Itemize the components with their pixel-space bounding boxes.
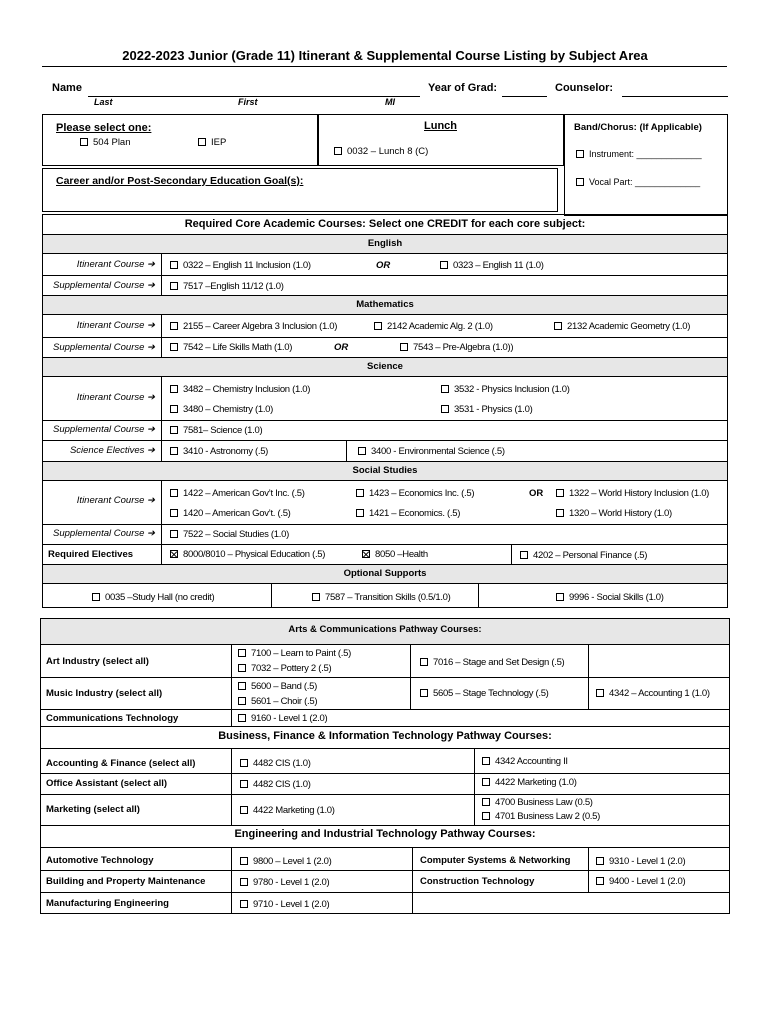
arts-r2-c[interactable] [420, 688, 549, 699]
itinerant-label: Itinerant Course ➔ [76, 495, 155, 506]
business-r3-label: Marketing (select all) [46, 804, 140, 815]
checkbox[interactable] [420, 658, 428, 666]
business-r3-a[interactable] [240, 805, 335, 816]
checkbox[interactable] [170, 530, 178, 538]
course-text: 7542 – Life Skills Math (1.0) [183, 342, 293, 353]
english-it2[interactable] [440, 260, 544, 271]
course-text: 7543 – Pre-Algebra (1.0)) [413, 342, 514, 353]
checkbox[interactable] [334, 147, 342, 155]
course-text: 4482 CIS (1.0) [253, 779, 311, 790]
checkbox[interactable] [356, 489, 364, 497]
course-text: 5605 – Stage Technology (.5) [433, 688, 549, 699]
english-heading: English [367, 238, 403, 249]
vocal-option[interactable] [576, 177, 700, 187]
science-el1[interactable] [170, 446, 268, 457]
checkbox[interactable] [238, 714, 246, 722]
checkbox[interactable] [170, 343, 178, 351]
checkbox[interactable] [170, 509, 178, 517]
course-text: 0323 – English 11 (1.0) [453, 260, 544, 271]
eng-r2-a[interactable] [240, 877, 329, 888]
english-it1[interactable] [170, 260, 311, 271]
core-heading: Required Core Academic Courses: Select one CREDIT for each core subject: [184, 218, 586, 230]
checkbox[interactable] [238, 697, 246, 705]
science-it2[interactable] [170, 404, 273, 415]
course-text: 4342 Accounting II [495, 756, 568, 767]
checkbox[interactable] [440, 261, 448, 269]
page-title: 2022-2023 Junior (Grade 11) Itinerant & Supplemental Course Listing by Subject Area [122, 48, 648, 63]
course-text: 7100 – Learn to Paint (.5) [251, 648, 351, 659]
science-it1[interactable] [170, 384, 310, 395]
eng-r1-a[interactable] [240, 856, 332, 867]
plan-504-text: 504 Plan [93, 137, 131, 148]
checkbox[interactable] [170, 282, 178, 290]
eng-r1-d[interactable] [596, 856, 685, 867]
course-text: 8000/8010 – Physical Education (.5) [183, 549, 326, 560]
checkbox[interactable] [170, 426, 178, 434]
or-label: OR [376, 260, 391, 271]
optional-o2[interactable] [312, 592, 451, 603]
math-heading: Mathematics [356, 299, 414, 310]
course-text: 3482 – Chemistry Inclusion (1.0) [183, 384, 311, 395]
optional-o1[interactable] [92, 592, 214, 603]
course-text: 3410 - Astronomy (.5) [183, 446, 269, 457]
course-text: 1420 – American Gov’t. (.5) [183, 508, 291, 519]
course-text: 4482 CIS (1.0) [253, 758, 311, 769]
course-text: 4202 – Personal Finance (.5) [533, 550, 648, 561]
or-label: OR [334, 342, 349, 353]
eng-r1-c: Computer Systems & Networking [420, 855, 571, 866]
checkbox[interactable] [482, 757, 490, 765]
checkbox[interactable] [374, 322, 382, 330]
checkbox[interactable] [358, 447, 366, 455]
course-text: 7517 –English 11/12 (1.0) [183, 281, 284, 292]
business-r1-label: Accounting & Finance (select all) [46, 758, 196, 769]
eng-r3-a[interactable] [240, 899, 329, 910]
last-label: Last [94, 97, 113, 107]
checkbox[interactable] [170, 322, 178, 330]
supplemental-label: Supplemental Course ➔ [53, 424, 155, 435]
business-r2-a[interactable] [240, 779, 311, 790]
itinerant-label: Itinerant Course ➔ [76, 259, 155, 270]
itinerant-label: Itinerant Course ➔ [76, 320, 155, 331]
business-r1-a[interactable] [240, 758, 311, 769]
checkbox[interactable] [238, 664, 246, 672]
arts-r1-label: Art Industry (select all) [46, 656, 149, 667]
business-r3-c[interactable] [482, 811, 600, 822]
checkbox[interactable] [576, 178, 584, 186]
social-it1[interactable] [170, 488, 305, 499]
checkbox[interactable] [170, 447, 178, 455]
plan-504-option[interactable] [80, 137, 131, 148]
course-text: 1421 – Economics. (.5) [369, 508, 461, 519]
band-label: Band/Chorus: (If Applicable) [574, 122, 702, 133]
course-text: 9160 - Level 1 (2.0) [251, 713, 328, 724]
checkbox[interactable] [556, 593, 564, 601]
first-label: First [238, 97, 258, 107]
checked-checkbox[interactable] [170, 550, 178, 558]
instrument-option[interactable] [576, 149, 702, 159]
checkbox[interactable] [596, 877, 604, 885]
eng-r2-c: Construction Technology [420, 876, 535, 887]
science-electives-label: Science Electives ➔ [69, 445, 155, 456]
social-sup1[interactable] [170, 529, 289, 540]
science-it3[interactable] [441, 384, 570, 395]
course-text: 9710 - Level 1 (2.0) [253, 899, 330, 910]
mi-label: MI [385, 97, 395, 107]
checkbox[interactable] [198, 138, 206, 146]
arts-r2-label: Music Industry (select all) [46, 688, 163, 699]
social-it2[interactable] [170, 508, 291, 519]
math-it3[interactable] [554, 321, 690, 332]
arts-r1-b[interactable] [238, 663, 331, 674]
checkbox[interactable] [240, 878, 248, 886]
social-heading: Social Studies [352, 465, 418, 476]
supplemental-label: Supplemental Course ➔ [53, 528, 155, 539]
checkbox[interactable] [170, 405, 178, 413]
lunch-option[interactable] [334, 146, 428, 157]
checkbox[interactable] [170, 489, 178, 497]
checkbox[interactable] [554, 322, 562, 330]
required-electives-label: Required Electives [48, 549, 134, 560]
course-text: 9780 - Level 1 (2.0) [253, 877, 330, 888]
checkbox[interactable] [596, 689, 604, 697]
math-it2[interactable] [374, 321, 493, 332]
checkbox[interactable] [240, 780, 248, 788]
course-text: 4700 Business Law (0.5) [495, 797, 593, 808]
social-it3[interactable] [356, 488, 474, 499]
science-heading: Science [367, 361, 403, 372]
counselor-field[interactable] [622, 96, 728, 97]
supplemental-label: Supplemental Course ➔ [53, 342, 155, 353]
arts-r2-d[interactable] [596, 688, 710, 699]
checkbox[interactable] [356, 509, 364, 517]
business-r3-b[interactable] [482, 797, 593, 808]
supplemental-label: Supplemental Course ➔ [53, 280, 155, 291]
course-text: 9400 - Level 1 (2.0) [609, 876, 686, 887]
instrument-text: Instrument: _____________ [589, 149, 702, 159]
checkbox[interactable] [441, 385, 449, 393]
science-it4[interactable] [441, 404, 532, 415]
req-pe[interactable] [170, 549, 325, 560]
eng-r1-label: Automotive Technology [46, 855, 154, 866]
counselor-label: Counselor: [555, 82, 614, 94]
arts-heading: Arts & Communications Pathway Courses: [288, 624, 482, 635]
checkbox[interactable] [420, 689, 428, 697]
course-text: 3531 - Physics (1.0) [454, 404, 533, 415]
iep-option[interactable] [198, 137, 226, 148]
course-text: 5600 – Band (.5) [251, 681, 317, 692]
course-text: 0322 – English 11 Inclusion (1.0) [183, 260, 311, 271]
checkbox[interactable] [441, 405, 449, 413]
math-it1[interactable] [170, 321, 337, 332]
iep-text: IEP [211, 137, 227, 148]
english-sup1[interactable] [170, 281, 284, 292]
vocal-text: Vocal Part: _____________ [589, 177, 701, 187]
itinerant-label: Itinerant Course ➔ [76, 392, 155, 403]
arts-r2-b[interactable] [238, 696, 317, 707]
checkbox[interactable] [240, 857, 248, 865]
checkbox[interactable] [92, 593, 100, 601]
checkbox[interactable] [238, 649, 246, 657]
business-r2-label: Office Assistant (select all) [46, 778, 168, 789]
eng-r2-d[interactable] [596, 876, 685, 887]
course-text: 7522 – Social Studies (1.0) [183, 529, 289, 540]
course-text: 7032 – Pottery 2 (.5) [251, 663, 332, 674]
course-text: 3400 - Environmental Science (.5) [371, 446, 505, 457]
course-text: 7587 – Transition Skills (0.5/1.0) [325, 592, 451, 603]
course-text: 3532 - Physics Inclusion (1.0) [454, 384, 570, 395]
course-text: 9800 – Level 1 (2.0) [253, 856, 332, 867]
math-sup1[interactable] [170, 342, 292, 353]
optional-o3[interactable] [556, 592, 664, 603]
course-text: 1320 – World History (1.0) [569, 508, 672, 519]
name-label: Name [52, 82, 82, 94]
eng-r3-label: Manufacturing Engineering [46, 898, 169, 909]
checkbox[interactable] [482, 778, 490, 786]
math-sup2[interactable] [400, 342, 513, 353]
course-text: 2142 Academic Alg. 2 (1.0) [387, 321, 493, 332]
course-text: 2132 Academic Geometry (1.0) [567, 321, 691, 332]
course-text: 3480 – Chemistry (1.0) [183, 404, 274, 415]
science-sup1[interactable] [170, 425, 262, 436]
checkbox[interactable] [596, 857, 604, 865]
course-text: 4422 Marketing (1.0) [495, 777, 577, 788]
social-it5[interactable] [556, 488, 709, 499]
eng-r2-label: Building and Property Maintenance [46, 876, 206, 887]
checkbox[interactable] [240, 759, 248, 767]
course-text: 1423 – Economics Inc. (.5) [369, 488, 475, 499]
course-text: 4342 – Accounting 1 (1.0) [609, 688, 710, 699]
year-field[interactable] [502, 96, 547, 97]
arts-r1-c[interactable] [420, 657, 564, 668]
checkbox[interactable] [556, 509, 564, 517]
req-finance[interactable] [520, 550, 647, 561]
checkbox[interactable] [238, 682, 246, 690]
course-text: 2155 – Career Algebra 3 Inclusion (1.0) [183, 321, 338, 332]
optional-heading: Optional Supports [343, 568, 427, 579]
course-text: 9310 - Level 1 (2.0) [609, 856, 686, 867]
req-health[interactable] [362, 549, 428, 560]
arts-r2-a[interactable] [238, 681, 317, 692]
or-label: OR [529, 488, 544, 499]
checkbox[interactable] [312, 593, 320, 601]
course-text: 7581– Science (1.0) [183, 425, 263, 436]
checked-checkbox[interactable] [362, 550, 370, 558]
checkbox[interactable] [240, 900, 248, 908]
science-el2[interactable] [358, 446, 505, 457]
checkbox[interactable] [482, 812, 490, 820]
checkbox[interactable] [576, 150, 584, 158]
lunch-text: 0032 – Lunch 8 (C) [347, 146, 429, 157]
arts-r3-a[interactable] [238, 713, 327, 724]
arts-r1-a[interactable] [238, 648, 351, 659]
career-label: Career and/or Post-Secondary Education Goal(s): [56, 175, 304, 187]
course-text: 0035 –Study Hall (no credit) [105, 592, 215, 603]
course-text: 9996 - Social Skills (1.0) [569, 592, 664, 603]
checkbox[interactable] [400, 343, 408, 351]
social-it6[interactable] [556, 508, 672, 519]
course-text: 7016 – Stage and Set Design (.5) [433, 657, 565, 668]
checkbox[interactable] [482, 798, 490, 806]
checkbox[interactable] [80, 138, 88, 146]
course-text: 4422 Marketing (1.0) [253, 805, 335, 816]
course-text: 1422 – American Gov’t Inc. (.5) [183, 488, 305, 499]
course-text: 8050 –Health [375, 549, 428, 560]
checkbox[interactable] [556, 489, 564, 497]
checkbox[interactable] [170, 261, 178, 269]
lunch-label: Lunch [424, 120, 457, 132]
arts-r3-label: Communications Technology [46, 713, 179, 724]
year-label: Year of Grad: [428, 82, 498, 94]
select-one-label: Please select one: [56, 122, 152, 134]
engineering-heading: Engineering and Industrial Technology Pathway Courses: [234, 828, 536, 840]
course-text: 5601 – Choir (.5) [251, 696, 318, 707]
social-it4[interactable] [356, 508, 460, 519]
course-text: 4701 Business Law 2 (0.5) [495, 811, 600, 822]
business-r2-b[interactable] [482, 777, 577, 788]
checkbox[interactable] [240, 806, 248, 814]
business-r1-b[interactable] [482, 756, 568, 767]
checkbox[interactable] [170, 385, 178, 393]
course-text: 1322 – World History Inclusion (1.0) [569, 488, 710, 499]
checkbox[interactable] [520, 551, 528, 559]
business-heading: Business, Finance & Information Technology Pathway Courses: [218, 730, 552, 742]
